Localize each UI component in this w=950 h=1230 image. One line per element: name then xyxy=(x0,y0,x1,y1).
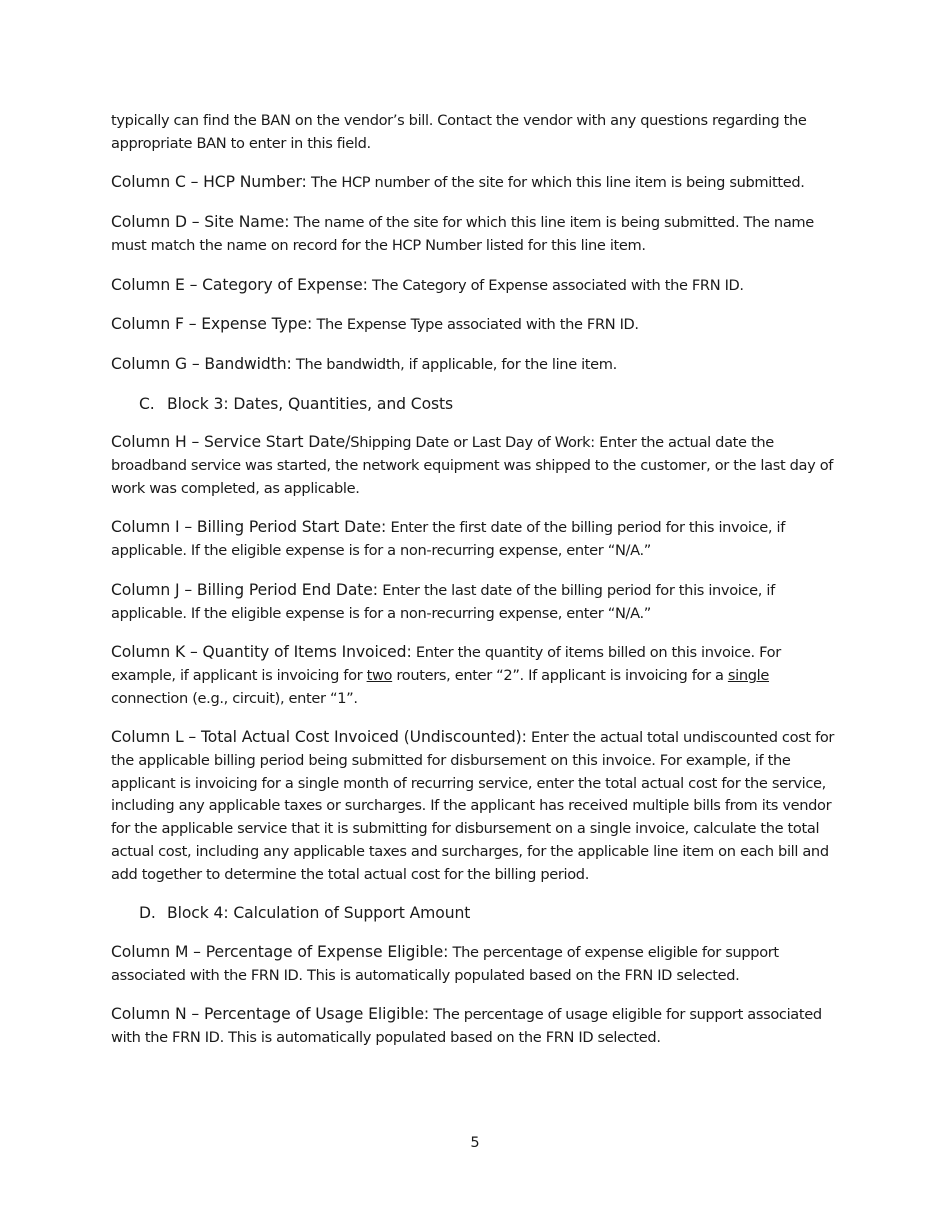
column-m-heading: Column M – Percentage of Expense Eligible: xyxy=(111,942,449,961)
column-j-heading: Column J – Billing Period End Date: xyxy=(111,580,378,599)
column-k-underline-single: single xyxy=(727,666,770,684)
column-i-text: Enter the first date of the billing period for this invoice, if applicable. If the eligible expense is for a non-recurring expense, enter “N/A.” xyxy=(111,519,785,560)
column-g-text: The bandwidth, if applicable, for the line item. xyxy=(291,355,617,373)
column-l-paragraph xyxy=(111,726,841,886)
column-n-text: The percentage of usage eligible for support associated with the FRN ID. This is automatically populated based on the FRN ID selected. xyxy=(111,1006,822,1047)
column-d-text: The name of the site for which this line item is being submitted. The name must match the name on record for the HCP Number listed for this line item. xyxy=(111,214,814,254)
column-k-paragraph xyxy=(111,641,841,710)
column-j-paragraph xyxy=(111,579,841,625)
column-m-paragraph xyxy=(111,941,841,987)
column-k-underline-two: two xyxy=(366,666,393,684)
column-c-paragraph xyxy=(111,171,841,195)
column-h-heading-small: Shipping Date or Last Day of Work: xyxy=(350,434,595,452)
column-h-heading: Column H – Service Start Date/ xyxy=(111,433,351,452)
column-f-text: The Expense Type associated with the FRN ID. xyxy=(312,316,639,334)
page-number: 5 xyxy=(470,1134,480,1151)
column-g-paragraph xyxy=(111,353,841,377)
column-e-paragraph xyxy=(111,274,841,298)
document-page xyxy=(111,110,841,1066)
column-d-heading: Column D – Site Name: xyxy=(111,213,290,232)
block-3-title: Block 3: Dates, Quantities, and Costs xyxy=(167,394,454,413)
column-k-heading: Column K – Quantity of Items Invoiced: xyxy=(111,643,412,662)
block-3-heading xyxy=(139,393,841,416)
column-e-text: The Category of Expense associated with the FRN ID. xyxy=(367,276,744,294)
block-3-letter: C. xyxy=(139,394,155,413)
column-g-heading: Column G – Bandwidth: xyxy=(111,354,292,373)
column-m-text: The percentage of expense eligible for support associated with the FRN ID. This is automatically populated based on the FRN ID selected. xyxy=(111,943,779,984)
column-f-heading: Column F – Expense Type: xyxy=(111,315,313,334)
column-i-heading: Column I – Billing Period Start Date: xyxy=(111,518,387,537)
column-n-heading: Column N – Percentage of Usage Eligible: xyxy=(111,1005,430,1024)
column-e-heading: Column E – Category of Expense: xyxy=(111,275,368,294)
column-d-paragraph xyxy=(111,211,841,257)
column-k-text-3: connection (e.g., circuit), enter “1”. xyxy=(111,689,358,707)
column-c-heading: Column C – HCP Number: xyxy=(111,173,307,192)
intro-paragraph xyxy=(111,110,841,155)
intro-text: typically can find the BAN on the vendor’s bill. Contact the vendor with any questions regarding the appropriate BAN to enter in this field. xyxy=(111,112,807,152)
column-k-text-1: Enter the quantity of items billed on this invoice. For example, if applicant is invoicing for xyxy=(111,644,781,684)
column-c-text: The HCP number of the site for which this line item is being submitted. xyxy=(306,174,805,192)
column-f-paragraph xyxy=(111,313,841,337)
column-l-text: Enter the actual total undiscounted cost for the applicable billing period being submitted for disbursement on this invoice. For example, if the applicant is invoicing for a single month of recurring service, enter the total actual cost for the service, including any applicable taxes or surcharges. If the applicant has received multiple bills from its vendor for the applicable service that it is submitting for disbursement on a single invoice, calculate the total actual cost, including any applicable taxes and surcharges, for the applicable line item on each bill and add together to determine the total actual cost for the billing period. xyxy=(111,729,835,883)
block-4-title: Block 4: Calculation of Support Amount xyxy=(167,904,471,923)
block-4-heading xyxy=(139,902,841,925)
column-k-text-2: routers, enter “2”. If applicant is invoicing for a xyxy=(392,666,728,684)
column-i-paragraph xyxy=(111,516,841,562)
column-h-paragraph xyxy=(111,431,841,500)
column-h-text: Enter the actual date the broadband service was started, the network equipment was shipped to the customer, or the last day of work was completed, as applicable. xyxy=(111,434,834,497)
column-n-paragraph xyxy=(111,1003,841,1049)
column-j-text: Enter the last date of the billing period for this invoice, if applicable. If the eligible expense is for a non-recurring expense, enter “N/A.” xyxy=(111,581,775,622)
column-l-heading: Column L – Total Actual Cost Invoiced (Undiscounted): xyxy=(111,728,527,747)
block-4-letter: D. xyxy=(139,904,156,923)
